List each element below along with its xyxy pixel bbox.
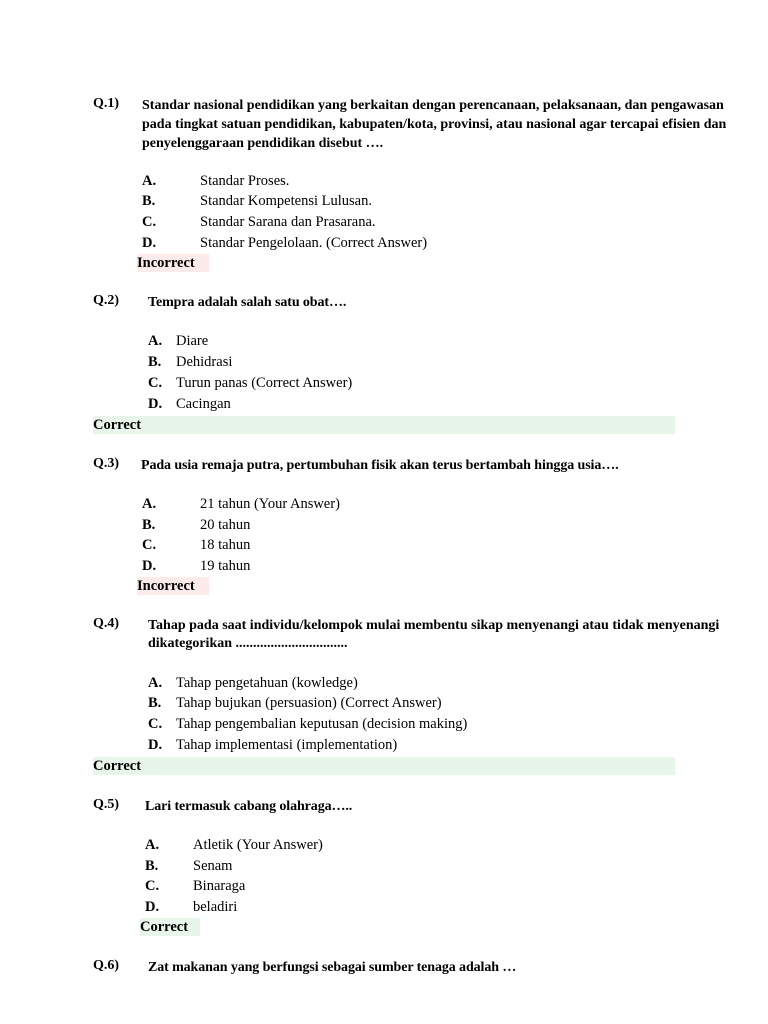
option-letter: D. xyxy=(142,235,157,251)
option-letter: D. xyxy=(145,899,160,915)
option-text: Tahap pengembalian keputusan (decision making) xyxy=(176,716,468,732)
option-text: 18 tahun xyxy=(200,537,251,553)
question-text-line: Lari termasuk cabang olahraga….. xyxy=(145,799,353,814)
question-number: Q.6) xyxy=(93,958,120,973)
option-letter: A. xyxy=(145,837,160,853)
option-text: Senam xyxy=(193,858,233,874)
option-text: beladiri xyxy=(193,899,238,915)
option-letter: D. xyxy=(142,558,157,574)
option-text: Dehidrasi xyxy=(176,354,233,370)
question-text-line: Tahap pada saat individu/kelompok mulai membentu sikap menyenangi atau tidak menyenangi xyxy=(148,618,720,633)
option-letter: B. xyxy=(148,695,162,711)
option-letter: D. xyxy=(148,396,163,412)
option-text: Binaraga xyxy=(193,878,246,894)
option-letter: B. xyxy=(145,858,159,874)
option-letter: B. xyxy=(142,517,156,533)
option-text: Atletik (Your Answer) xyxy=(193,837,323,853)
option-letter: C. xyxy=(148,716,163,732)
question-number: Q.2) xyxy=(93,293,120,308)
result-badge-correct: Correct xyxy=(93,416,675,434)
question-number: Q.5) xyxy=(93,797,120,812)
option-text: Standar Sarana dan Prasarana. xyxy=(200,214,376,230)
option-letter: A. xyxy=(148,675,163,691)
option-text: Standar Kompetensi Lulusan. xyxy=(200,193,372,209)
option-text: Turun panas (Correct Answer) xyxy=(176,375,353,391)
question-text-line: Tempra adalah salah satu obat…. xyxy=(148,295,347,310)
question-number: Q.4) xyxy=(93,616,120,631)
option-text: Tahap implementasi (implementation) xyxy=(176,737,398,753)
option-text: Tahap bujukan (persuasion) (Correct Answer) xyxy=(176,695,442,711)
option-text: Cacingan xyxy=(176,396,231,412)
option-text: Standar Proses. xyxy=(200,173,290,189)
option-letter: D. xyxy=(148,737,163,753)
option-text: Standar Pengelolaan. (Correct Answer) xyxy=(200,235,428,251)
question-text-line: pada tingkat satuan pendidikan, kabupaten/kota, provinsi, atau nasional agar tercapai efisien dan xyxy=(142,117,727,132)
option-text: 19 tahun xyxy=(200,558,251,574)
question-text-line: Zat makanan yang berfungsi sebagai sumber tenaga adalah … xyxy=(148,960,517,975)
option-text: 21 tahun (Your Answer) xyxy=(200,496,340,512)
option-letter: C. xyxy=(148,375,163,391)
question-text-line: Pada usia remaja putra, pertumbuhan fisik akan terus bertambah hingga usia…. xyxy=(141,458,619,473)
result-badge-correct: Correct xyxy=(93,757,675,775)
result-badge-incorrect: Incorrect xyxy=(137,254,209,272)
question-number: Q.3) xyxy=(93,456,120,471)
option-text: Tahap pengetahuan (kowledge) xyxy=(176,675,358,691)
question-text-line: Standar nasional pendidikan yang berkaitan dengan perencanaan, pelaksanaan, dan pengawasan xyxy=(142,98,724,113)
option-letter: A. xyxy=(142,173,157,189)
question-text-line: penyelenggaraan pendidikan disebut …. xyxy=(142,136,384,151)
option-letter: B. xyxy=(148,354,162,370)
option-letter: A. xyxy=(148,333,163,349)
result-badge-correct: Correct xyxy=(140,918,200,936)
option-letter: C. xyxy=(142,537,157,553)
option-text: Diare xyxy=(176,333,209,349)
option-letter: A. xyxy=(142,496,157,512)
option-letter: C. xyxy=(145,878,160,894)
question-number: Q.1) xyxy=(93,96,120,111)
option-text: 20 tahun xyxy=(200,517,251,533)
result-badge-incorrect: Incorrect xyxy=(137,577,209,595)
question-text-line: dikategorikan ................................ xyxy=(148,636,348,651)
option-letter: B. xyxy=(142,193,156,209)
option-letter: C. xyxy=(142,214,157,230)
